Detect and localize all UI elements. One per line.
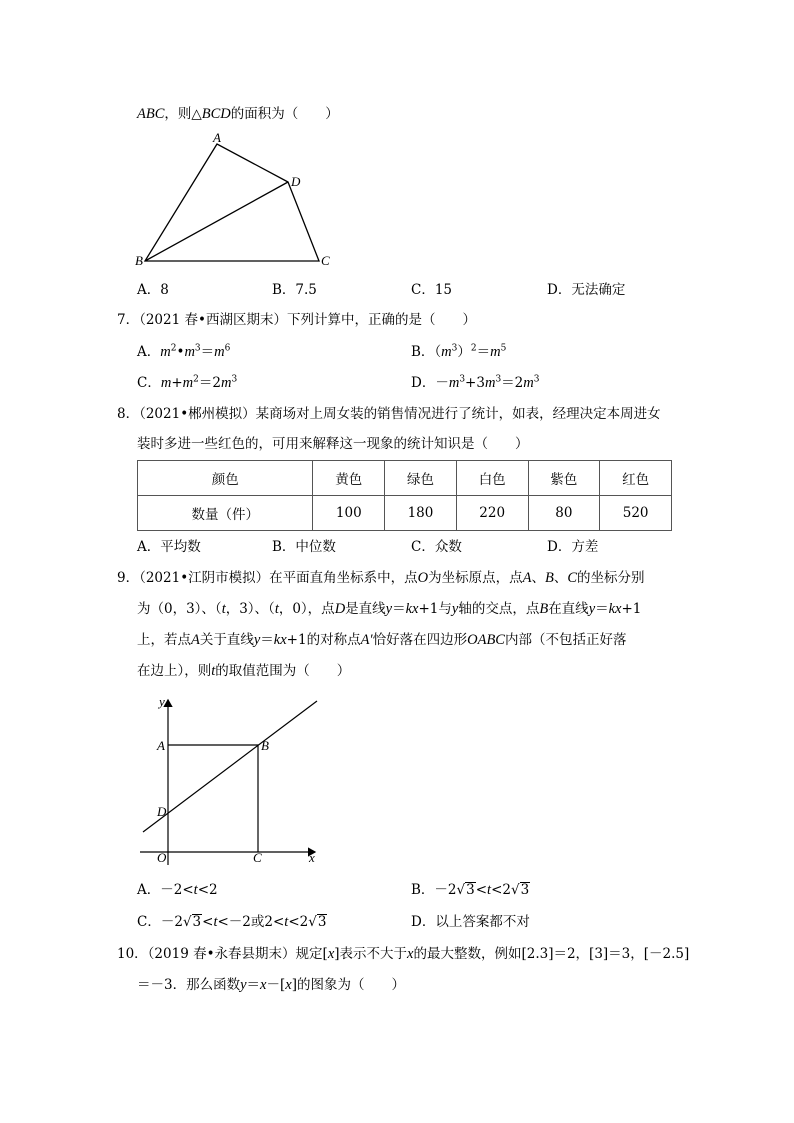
q7-d-exp1: 3 <box>459 374 466 385</box>
q9-var-oabc: OABC <box>467 632 505 648</box>
q6-option-d-text: 无法确定 <box>571 282 626 298</box>
q9-var-c: C <box>567 570 578 586</box>
q9-label-d: D <box>157 804 167 819</box>
q7-a-exp3: 6 <box>224 343 231 354</box>
q6-label-d: D <box>291 174 301 189</box>
q9-c-label: C． <box>137 914 161 930</box>
q9-label-c: C <box>253 850 262 865</box>
q6-quadrilateral <box>145 144 319 261</box>
q7-option-a <box>137 342 230 362</box>
q10-eq: ＝ <box>246 977 261 993</box>
q9-c-sqrt-sign2: √ <box>308 914 317 930</box>
q9-c-two2: 2 <box>299 914 309 930</box>
q7-d-coef1: 3 <box>476 375 485 391</box>
q7-d-coef2: 2 <box>514 375 524 391</box>
q9-c-lt4: < <box>288 914 300 930</box>
q7-d-exp2: 3 <box>495 374 502 385</box>
q8-option-c <box>411 537 462 557</box>
q8-table <box>137 460 672 531</box>
q8-table-cell: 黄色 <box>313 461 385 496</box>
q9-t3: 的坐标分别 <box>577 570 645 586</box>
q10-t5: ]的图象为（ ） <box>291 977 405 993</box>
q10-var-x1: x <box>327 946 335 962</box>
q8-option-a-text: 平均数 <box>160 539 201 555</box>
q9-b-two: 2 <box>502 882 511 898</box>
q8-option-a-label: A． <box>137 539 161 555</box>
q9-t1: 9．（2021•江阴市模拟）在平面直角坐标系中，点 <box>117 570 418 586</box>
q9-c-lt1: < <box>202 914 214 930</box>
q9-eq3: ＝ <box>260 632 274 648</box>
q6-text: ，则△ <box>164 106 202 122</box>
q7-c-m1: m <box>160 375 172 391</box>
q9-sep2: 、 <box>553 570 568 586</box>
q7-c-coef: 2 <box>212 375 221 391</box>
q7-d-eq: ＝ <box>501 375 515 391</box>
q10-stem-line2 <box>137 975 405 995</box>
q10-var-x4: x <box>285 977 292 993</box>
q10-t3: 的最大整数，例如[2.3]＝2，[3]＝3，[－2.5] <box>413 946 690 962</box>
q9-t15: 内部（不包括正好落 <box>504 632 627 648</box>
q9-var-y1: y <box>385 601 393 617</box>
q9-t17: 的取值范围为（ ） <box>215 663 351 679</box>
q9-c-sqrt-sign: √ <box>182 914 192 930</box>
q9-t7: 是直线 <box>345 601 386 617</box>
q9-b-neg2: －2 <box>434 882 457 898</box>
q7-stem: 7．（2021 春•西湖区期末）下列计算中，正确的是（ ） <box>117 312 476 328</box>
q9-eq2: ＝ <box>595 601 609 617</box>
q9-label-b: B <box>261 738 269 753</box>
q9-stem-line3 <box>137 630 626 650</box>
q7-b-exp3: 5 <box>500 343 507 354</box>
q9-t13: 的对称点 <box>306 632 361 648</box>
q9-var-y4: y <box>253 632 261 648</box>
q7-c-m3: m <box>220 375 232 391</box>
q7-d-m1: m <box>448 375 460 391</box>
q9-b-t: t <box>487 882 492 898</box>
q6-option-b <box>272 280 317 300</box>
q7-a-eq: ＝ <box>200 344 215 360</box>
q7-c-exp1: 2 <box>193 374 199 385</box>
q8-table-data-row <box>138 496 672 531</box>
q9-option-c <box>137 912 327 932</box>
q6-var-abc: ABC <box>137 106 165 122</box>
q9-c-neg2b: －2 <box>228 914 251 930</box>
q9-c-sqrt2: 3 <box>317 914 327 930</box>
q9-var-b2: B <box>539 601 549 617</box>
q7-a-exp1: 2 <box>170 343 177 354</box>
q9-a-neg2: －2 <box>160 882 183 898</box>
q9-t12: 关于直线 <box>199 632 254 648</box>
q6-stem-tail <box>137 104 339 124</box>
q9-sep1: 、 <box>531 570 546 586</box>
q9-b-sqrt-sign2: √ <box>510 882 520 898</box>
q8-table-cell: 颜色 <box>138 461 313 496</box>
q9-c-sqrt1: 3 <box>192 914 202 930</box>
q8-table-cell: 紫色 <box>528 461 600 496</box>
q8-option-a <box>137 537 201 557</box>
q9-line-kx <box>143 701 317 832</box>
q9-t11: 上，若点 <box>137 632 191 648</box>
q6-label-b: B <box>135 253 143 268</box>
q8-option-c-label: C． <box>411 539 435 555</box>
q6-option-c-text: 15 <box>434 282 453 298</box>
q6-var-bcd: BCD <box>201 106 231 122</box>
q9-label-a: A <box>157 738 165 753</box>
q9-var-y2: y <box>451 601 459 617</box>
q9-plus1-1: +1 <box>418 601 439 617</box>
q9-d-text: 以上答案都不对 <box>435 914 530 930</box>
q8-table-cell: 180 <box>385 496 457 531</box>
q9-b-lt1: < <box>475 882 488 898</box>
q7-a-exp2: 3 <box>194 343 201 354</box>
q7-a-m3: m <box>214 344 225 360</box>
q9-var-d: D <box>334 601 346 617</box>
q7-d-label: D． <box>411 375 436 391</box>
q6-text-end: 的面积为（ ） <box>230 106 339 122</box>
q8-option-c-text: 众数 <box>434 539 462 555</box>
q9-t2: 为坐标原点，点 <box>428 570 523 586</box>
q7-option-c <box>137 373 237 393</box>
q9-c-two: 2 <box>264 914 273 930</box>
q8-option-b-text: 中位数 <box>295 539 336 555</box>
q9-c-lt2: < <box>217 914 229 930</box>
q9-label-o: O <box>157 850 167 865</box>
q6-option-a-text: 8 <box>160 282 169 298</box>
q8-table-header-row <box>138 461 672 496</box>
q9-figure <box>135 690 335 870</box>
q9-t14: 恰好落在四边形 <box>372 632 468 648</box>
q9-stem-line2 <box>137 599 641 619</box>
q6-diagonal-bd <box>145 182 288 261</box>
q8-table-cell: 绿色 <box>385 461 457 496</box>
q7-b-lp: （ <box>434 344 442 360</box>
q9-var-o: O <box>417 570 429 586</box>
q8-option-b <box>272 537 336 557</box>
q9-b-sqrt1: 3 <box>466 882 475 898</box>
q9-stem-line4 <box>137 661 350 681</box>
q7-b-rp: ） <box>457 344 471 360</box>
q7-c-m2: m <box>182 375 194 391</box>
q7-c-plus: + <box>171 375 183 391</box>
q9-rectangle <box>168 745 258 852</box>
q9-t16: 在边上），则 <box>137 663 212 679</box>
q7-c-exp2: 3 <box>231 374 238 385</box>
q9-var-t2: t <box>274 601 279 617</box>
q9-t10: 在直线 <box>548 601 589 617</box>
q6-option-d <box>547 280 625 300</box>
q7-c-label: C． <box>137 375 161 391</box>
q7-b-m2: m <box>490 344 501 360</box>
q9-t8: 与 <box>438 601 452 617</box>
q8-stem-line2: 装时多进一些红色的，可用来解释这一现象的统计知识是（ ） <box>137 436 529 452</box>
q7-d-plus: + <box>465 375 477 391</box>
q9-label-x: x <box>309 850 315 865</box>
q9-c-t1: t <box>213 914 218 930</box>
q8-table-cell: 100 <box>313 496 385 531</box>
q8-option-d <box>547 537 598 557</box>
q9-var-kx1: kx <box>405 601 419 617</box>
q10-var-x3: x <box>260 977 267 993</box>
q9-a-two: 2 <box>209 882 218 898</box>
q7-a-m2: m <box>184 344 195 360</box>
q7-option-b <box>411 342 506 362</box>
q8-table-cell: 数量（件） <box>138 496 313 531</box>
q9-label-y: y <box>159 694 165 709</box>
q8-option-b-label: B． <box>272 539 296 555</box>
q9-stem-line1 <box>117 568 645 588</box>
q7-a-dot: • <box>176 344 185 360</box>
q10-t4: ＝－3．那么函数 <box>137 977 241 993</box>
q9-t6: ，0），点 <box>278 601 335 617</box>
q6-option-c-label: C． <box>411 282 435 298</box>
q9-b-label: B． <box>411 882 435 898</box>
q7-a-label: A． <box>137 344 161 360</box>
q9-option-b <box>411 880 530 900</box>
q9-c-neg2a: －2 <box>160 914 183 930</box>
q9-a-lt1: < <box>182 882 194 898</box>
q8-table-cell: 红色 <box>600 461 672 496</box>
q9-var-kx2: kx <box>608 601 622 617</box>
q9-c-t2: t <box>284 914 289 930</box>
q9-c-lt3: < <box>272 914 285 930</box>
q7-b-exp2: 2 <box>470 343 477 354</box>
q9-plus1-2: +1 <box>621 601 642 617</box>
q10-t1: 10．（2019 春•永春县期末）规定[ <box>117 946 328 962</box>
q6-option-c <box>411 280 452 300</box>
q9-eq1: ＝ <box>392 601 406 617</box>
q9-b-sqrt-sign: √ <box>456 882 466 898</box>
q9-var-aprime: A′ <box>360 632 373 648</box>
q7-b-label: B． <box>411 344 435 360</box>
q9-b-lt2: < <box>491 882 503 898</box>
q9-var-t1: t <box>221 601 226 617</box>
q7-option-d <box>411 373 539 393</box>
q9-d-label: D． <box>411 914 436 930</box>
q7-b-m1: m <box>441 344 452 360</box>
q6-option-b-text: 7.5 <box>295 282 317 298</box>
q7-d-minus: － <box>435 375 449 391</box>
q9-option-d <box>411 912 530 932</box>
q6-label-a: A <box>213 130 221 145</box>
q9-a-label: A． <box>137 882 161 898</box>
q7-a-m1: m <box>160 344 171 360</box>
q9-c-or: 或 <box>250 914 265 930</box>
q9-option-a <box>137 880 218 900</box>
q9-a-lt2: < <box>197 882 209 898</box>
q6-option-d-label: D． <box>547 282 572 298</box>
q8-table-cell: 220 <box>456 496 528 531</box>
q10-t2: ]表示不大于 <box>334 946 408 962</box>
q7-c-eq: ＝ <box>198 375 213 391</box>
q9-var-a2: A <box>191 632 200 648</box>
q9-a-t: t <box>193 882 198 898</box>
q9-t5: ，3）、（ <box>225 601 275 617</box>
q10-minus: －[ <box>266 977 286 993</box>
q9-var-b: B <box>545 570 554 586</box>
q7-d-exp3: 3 <box>533 374 540 385</box>
q8-table-cell: 520 <box>600 496 672 531</box>
q9-t9: 轴的交点，点 <box>458 601 540 617</box>
q7-b-exp1: 3 <box>451 343 458 354</box>
q10-var-y: y <box>240 977 247 993</box>
q9-var-t3: t <box>211 663 216 679</box>
q6-figure <box>135 130 340 270</box>
q8-option-d-text: 方差 <box>571 539 599 555</box>
q7-b-eq: ＝ <box>476 344 491 360</box>
q7-d-m3: m <box>523 375 534 391</box>
q6-option-a <box>137 280 169 300</box>
q6-label-c: C <box>321 253 330 268</box>
q6-option-a-label: A． <box>137 282 161 298</box>
q9-var-y3: y <box>588 601 596 617</box>
q9-t4: 为（0，3）、（ <box>137 601 222 617</box>
q8-table-cell: 80 <box>528 496 600 531</box>
q9-plus1-3: +1 <box>286 632 307 648</box>
q7-d-m2: m <box>484 375 496 391</box>
q9-var-a: A <box>522 570 532 586</box>
q10-stem-line1 <box>117 944 689 964</box>
q10-var-x2: x <box>407 946 414 962</box>
q6-option-b-label: B． <box>272 282 296 298</box>
q8-table-cell: 白色 <box>456 461 528 496</box>
q8-option-d-label: D． <box>547 539 572 555</box>
q8-stem-line1: 8．（2021•郴州模拟）某商场对上周女装的销售情况进行了统计，如表，经理决定本周进女 <box>117 406 661 422</box>
q9-b-sqrt2: 3 <box>520 882 530 898</box>
q9-var-kx3: kx <box>273 632 287 648</box>
